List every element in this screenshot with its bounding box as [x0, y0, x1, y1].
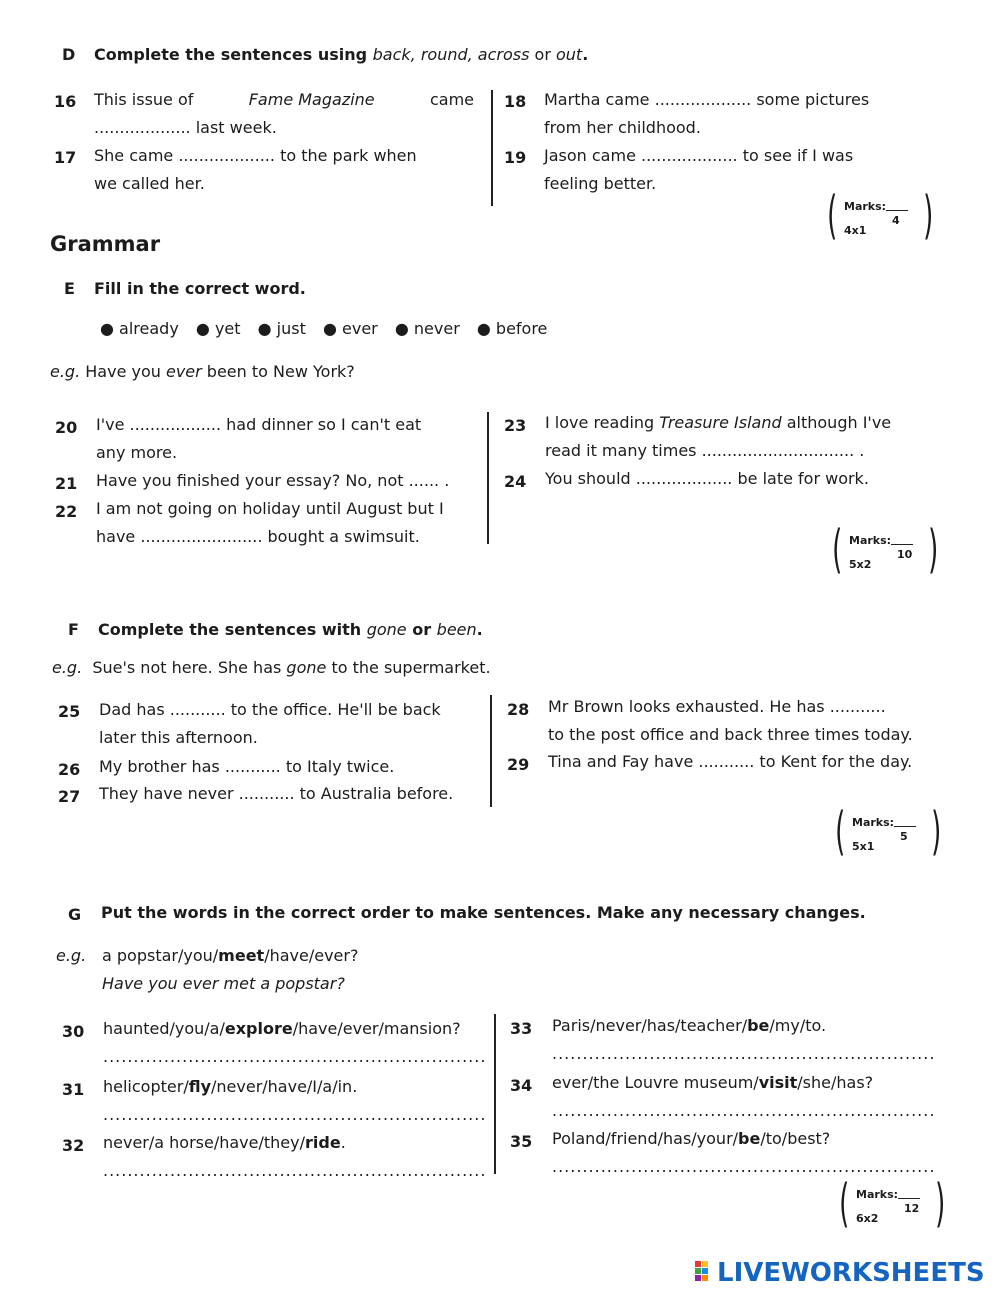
item-34: ever/the Louvre museum/visit/she/has? ...............................................................	[552, 1069, 934, 1125]
word-bank: ● already ● yet ● just ● ever ● never ● before	[100, 319, 548, 338]
column-divider	[494, 1014, 496, 1174]
section-d-letter: D	[62, 45, 76, 64]
word-bank-item: never	[413, 319, 460, 338]
item-18: Martha came ................... some pictures from her childhood.	[544, 90, 870, 137]
answer-line[interactable]: ...............................................................	[552, 1101, 936, 1120]
item-20: I've .................. had dinner so I can't eat any more.	[96, 415, 422, 462]
item-21: Have you finished your essay? No, not ...... .	[96, 471, 450, 490]
answer-line[interactable]: ...............................................................	[103, 1047, 487, 1066]
item-number: 25	[58, 702, 81, 721]
item-23: I love reading Treasure Island although I've read it many times .............................. .	[545, 413, 892, 460]
item-17: She came ................... to the park when we called her.	[94, 146, 417, 193]
item-16: This issue of Fame Magazine came ................... last week.	[94, 90, 474, 137]
item-27: They have never ........... to Australia before.	[99, 784, 454, 803]
word-bank-item: yet	[214, 319, 241, 338]
word-bank-item: ever	[342, 319, 378, 338]
item-26: My brother has ........... to Italy twice.	[99, 757, 395, 776]
item-number: 23	[504, 416, 527, 435]
item-28: Mr Brown looks exhausted. He has ........... to the post office and back three times today.	[548, 697, 913, 744]
item-number: 32	[62, 1136, 85, 1155]
item-number: 22	[55, 502, 78, 521]
item-number: 24	[504, 472, 527, 491]
item-number: 31	[62, 1080, 85, 1099]
item-number: 19	[504, 148, 527, 167]
section-g-example: a popstar/you/meet/have/ever? Have you ever met a popstar?	[102, 946, 359, 993]
answer-line[interactable]: ...............................................................	[103, 1161, 487, 1180]
column-divider	[491, 90, 493, 206]
section-e-letter: E	[64, 279, 75, 298]
liveworksheets-logo-icon	[695, 1261, 715, 1283]
item-number: 16	[54, 92, 77, 111]
item-number: 35	[510, 1132, 533, 1151]
marks-box-g: ( ) Marks: 6x2 12	[839, 1174, 945, 1234]
item-30: haunted/you/a/explore/have/ever/mansion? ...............................................................	[103, 1015, 485, 1071]
item-number: 29	[507, 755, 530, 774]
marks-box-e: ( ) Marks: 5x2 10	[832, 520, 938, 580]
section-f-example: e.g. Sue's not here. She has gone to the supermarket.	[52, 658, 491, 677]
item-number: 33	[510, 1019, 533, 1038]
marks-box-f: ( ) Marks: 5x1 5	[835, 802, 941, 862]
column-divider	[487, 412, 489, 544]
item-number: 20	[55, 418, 78, 437]
section-e-instruction: Fill in the correct word.	[94, 279, 306, 298]
item-33: Paris/never/has/teacher/be/my/to. ...............................................................	[552, 1012, 934, 1068]
item-number: 28	[507, 700, 530, 719]
item-number: 27	[58, 787, 81, 806]
item-19: Jason came ................... to see if I was feeling better.	[544, 146, 854, 193]
section-f-letter: F	[68, 620, 79, 639]
marks-box-d: ( ) Marks: 4x1 4	[827, 186, 933, 246]
item-number: 30	[62, 1022, 85, 1041]
item-35: Poland/friend/has/your/be/to/best? ...............................................................	[552, 1125, 934, 1181]
item-25: Dad has ........... to the office. He'll be back later this afternoon.	[99, 700, 441, 747]
section-d-instruction: Complete the sentences using back, round, across or out.	[94, 45, 589, 64]
answer-line[interactable]: ...............................................................	[552, 1044, 936, 1063]
item-22: I am not going on holiday until August but I have ........................ bought a swimsuit.	[96, 499, 444, 546]
item-number: 34	[510, 1076, 533, 1095]
item-number: 21	[55, 474, 78, 493]
answer-line[interactable]: ...............................................................	[552, 1157, 936, 1176]
column-divider	[490, 695, 492, 807]
item-29: Tina and Fay have ........... to Kent for the day.	[548, 752, 913, 771]
answer-line[interactable]: ...............................................................	[103, 1105, 487, 1124]
word-bank-item: before	[495, 319, 548, 338]
logo-text: LIVEWORKSHEETS	[717, 1258, 985, 1288]
section-g-instruction: Put the words in the correct order to make sentences. Make any necessary changes.	[101, 903, 866, 922]
item-number: 26	[58, 760, 81, 779]
liveworksheets-logo[interactable]	[695, 1258, 990, 1286]
grammar-heading: Grammar	[50, 232, 161, 256]
section-g-letter: G	[68, 905, 82, 924]
item-32: never/a horse/have/they/ride. ...............................................................	[103, 1129, 485, 1185]
section-e-example: e.g. Have you ever been to New York?	[50, 362, 355, 381]
section-g-example-label: e.g.	[56, 946, 87, 965]
word-bank-item: just	[276, 319, 306, 338]
section-f-instruction: Complete the sentences with gone or been.	[98, 620, 483, 639]
item-24: You should ................... be late for work.	[545, 469, 869, 488]
word-bank-item: already	[119, 319, 179, 338]
item-31: helicopter/fly/never/have/I/a/in. ...............................................................	[103, 1073, 485, 1129]
item-number: 18	[504, 92, 527, 111]
item-number: 17	[54, 148, 77, 167]
